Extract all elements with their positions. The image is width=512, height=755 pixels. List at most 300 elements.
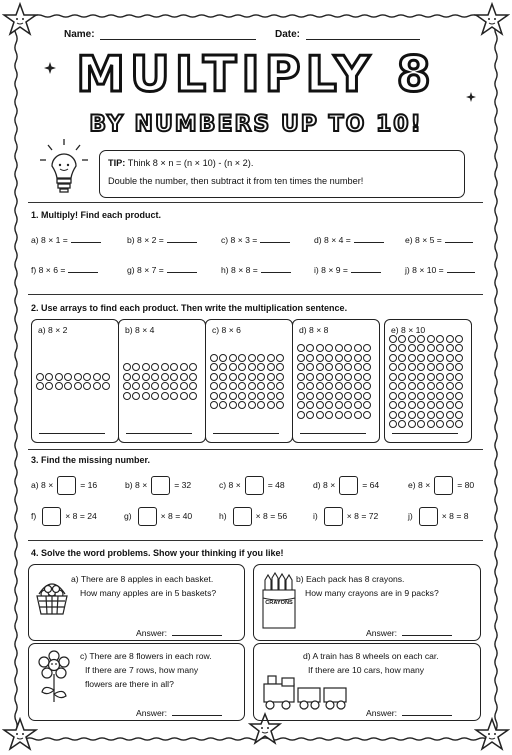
array-dot (219, 401, 227, 409)
problem-prefix: d) 8 × (313, 479, 336, 490)
missing-number-box[interactable] (57, 476, 76, 495)
array-dot (417, 420, 425, 428)
array-dot (455, 373, 463, 381)
array-dot (248, 373, 256, 381)
problem-suffix: = 64 (362, 479, 380, 490)
array-dot (427, 354, 435, 362)
array-dot (354, 411, 362, 419)
array-dot (210, 382, 218, 390)
section3-heading: 3. Find the missing number. (31, 455, 151, 465)
multiply-problem (221, 265, 291, 275)
word-problem-text: How many crayons are in 9 packs? (305, 588, 439, 598)
multiply-problem (314, 235, 384, 245)
array-dot (297, 344, 305, 352)
array-dot (417, 373, 425, 381)
answer-label: Answer: (136, 628, 168, 638)
array-dot (354, 392, 362, 400)
array-dot (257, 382, 265, 390)
array-label: b) 8 × 4 (125, 325, 155, 335)
array-dot (45, 382, 53, 390)
array-dot (389, 344, 397, 352)
multiply-problem (405, 265, 475, 275)
array-dot (389, 420, 397, 428)
array-label: e) 8 × 10 (391, 325, 426, 335)
array-dot (436, 363, 444, 371)
array-dot (248, 363, 256, 371)
array-dot (455, 382, 463, 390)
array-dot (276, 373, 284, 381)
array-dot (335, 373, 343, 381)
array-dot (142, 382, 150, 390)
array-dot (455, 344, 463, 352)
array-dot (257, 354, 265, 362)
array-dot (325, 373, 333, 381)
array-dot (417, 392, 425, 400)
array-dot (408, 363, 416, 371)
array-dot (123, 373, 131, 381)
array-dot (170, 392, 178, 400)
missing-number-problem (408, 507, 469, 526)
array-dot (316, 392, 324, 400)
array-dot (267, 373, 275, 381)
tip-formula: Think 8 × n = (n × 10) - (n × 2). (127, 158, 254, 168)
answer-blank[interactable] (68, 271, 98, 273)
array-dot (297, 363, 305, 371)
array-dot (297, 392, 305, 400)
array-dot (446, 354, 454, 362)
problem-prefix: b) 8 × (125, 479, 148, 490)
word-problem-text: c) There are 8 flowers in each row. (80, 651, 212, 661)
answer-blank[interactable] (447, 271, 475, 273)
star-icon (2, 717, 38, 753)
array-dot (455, 420, 463, 428)
answer-blank[interactable] (167, 241, 197, 243)
array-dot (427, 411, 435, 419)
sentence-blank[interactable] (39, 433, 105, 434)
array-dot (354, 354, 362, 362)
array-dot (417, 363, 425, 371)
array-dot (248, 401, 256, 409)
missing-number-box[interactable] (233, 507, 252, 526)
problem-prefix: i) (313, 510, 318, 521)
array-dot (229, 373, 237, 381)
array-dot (389, 382, 397, 390)
problem-suffix: × 8 = 56 (255, 510, 288, 521)
array-dot (132, 373, 140, 381)
array-dot (446, 373, 454, 381)
array-dot (306, 382, 314, 390)
array-dot (83, 382, 91, 390)
array-dot (189, 363, 197, 371)
array-dot (229, 363, 237, 371)
array-dot (238, 382, 246, 390)
array-dot (398, 401, 406, 409)
word-problem-text: If there are 7 rows, how many (85, 665, 199, 675)
array-dot (210, 392, 218, 400)
star-icon (2, 2, 38, 38)
answer-label: Answer: (366, 708, 398, 718)
array-dot (427, 363, 435, 371)
answer-blank[interactable] (351, 271, 381, 273)
array-dot (170, 382, 178, 390)
crayon-box-label: CRAYONS (265, 600, 293, 606)
answer-row (136, 628, 222, 638)
array-dot (180, 373, 188, 381)
array-dot (306, 392, 314, 400)
array-dot (408, 373, 416, 381)
array-dot (344, 392, 352, 400)
array-dot (102, 373, 110, 381)
missing-number-problem (219, 476, 285, 495)
array-dot (408, 354, 416, 362)
missing-number-problem (408, 476, 474, 495)
array-dot (306, 373, 314, 381)
array-dot (398, 335, 406, 343)
answer-label: Answer: (366, 628, 398, 638)
missing-number-box[interactable] (245, 476, 264, 495)
array-dot (389, 401, 397, 409)
missing-number-problem (313, 507, 378, 526)
array-dot (170, 373, 178, 381)
array-dot (408, 382, 416, 390)
problem-prefix: c) 8 × (219, 479, 241, 490)
problem-text: i) 8 × 9 = (314, 265, 348, 275)
answer-blank[interactable] (402, 634, 452, 636)
answer-row (366, 628, 452, 638)
missing-number-box[interactable] (434, 476, 453, 495)
array-dot (151, 392, 159, 400)
array-dot (446, 420, 454, 428)
date-label: Date: (275, 29, 301, 40)
array-dot (344, 354, 352, 362)
array-dot (446, 401, 454, 409)
problem-suffix: × 8 = 24 (65, 510, 97, 521)
array-dot (436, 411, 444, 419)
problem-text: c) 8 × 3 = (221, 235, 258, 245)
array-dot (335, 392, 343, 400)
problem-text: g) 8 × 7 = (127, 265, 164, 275)
word-problem-text: How many apples are in 5 baskets? (80, 588, 217, 598)
array-dot (354, 373, 362, 381)
sentence-blank[interactable] (392, 433, 458, 434)
sentence-blank[interactable] (126, 433, 192, 434)
array-dot (436, 344, 444, 352)
array-dot (417, 335, 425, 343)
array-dot (64, 382, 72, 390)
problem-suffix: = 32 (174, 479, 192, 490)
section4-heading: 4. Solve the word problems. Show your thinking if you like! (31, 548, 284, 558)
multiply-problem (31, 235, 101, 245)
page-title: MULTIPLY 8 (76, 46, 436, 103)
array-dot (248, 354, 256, 362)
array-dot (151, 373, 159, 381)
array-dot (219, 392, 227, 400)
array-dot (363, 373, 371, 381)
array-dot (455, 354, 463, 362)
dot-array (389, 335, 464, 429)
apple-basket-icon (34, 576, 70, 618)
array-dot (219, 363, 227, 371)
array-dot (455, 401, 463, 409)
problem-prefix: e) 8 × (408, 479, 431, 490)
array-dot (276, 392, 284, 400)
array-dot (389, 363, 397, 371)
dot-array (36, 373, 111, 391)
problem-text: e) 8 × 5 = (405, 235, 442, 245)
array-dot (417, 382, 425, 390)
array-dot (408, 411, 416, 419)
answer-blank[interactable] (354, 241, 384, 243)
array-dot (238, 363, 246, 371)
flower-icon (36, 650, 72, 706)
missing-number-box[interactable] (324, 507, 343, 526)
array-dot (276, 401, 284, 409)
answer-blank[interactable] (172, 634, 222, 636)
array-dot (306, 344, 314, 352)
multiply-problem (31, 265, 98, 275)
array-dot (344, 363, 352, 371)
array-dot (363, 401, 371, 409)
problem-text: a) 8 × 1 = (31, 235, 68, 245)
problem-text: b) 8 × 2 = (127, 235, 164, 245)
array-dot (83, 373, 91, 381)
array-dot (363, 354, 371, 362)
array-dot (427, 335, 435, 343)
array-dot (257, 392, 265, 400)
array-dot (238, 354, 246, 362)
sentence-blank[interactable] (300, 433, 366, 434)
array-dot (267, 363, 275, 371)
array-dot (335, 401, 343, 409)
array-dot (344, 411, 352, 419)
array-dot (325, 411, 333, 419)
array-dot (398, 420, 406, 428)
array-dot (219, 382, 227, 390)
array-dot (210, 401, 218, 409)
array-dot (344, 382, 352, 390)
array-dot (398, 354, 406, 362)
word-problem-text: b) Each pack has 8 crayons. (296, 574, 405, 584)
array-dot (398, 344, 406, 352)
array-dot (161, 363, 169, 371)
answer-blank[interactable] (71, 241, 101, 243)
word-problem-text: If there are 10 cars, how many (308, 665, 425, 675)
array-dot (306, 354, 314, 362)
multiply-problem (405, 235, 473, 245)
array-dot (267, 392, 275, 400)
name-field[interactable] (100, 39, 256, 40)
missing-number-box[interactable] (151, 476, 170, 495)
lightbulb-icon (36, 136, 92, 198)
array-dot (297, 354, 305, 362)
array-dot (93, 373, 101, 381)
missing-number-problem (31, 507, 97, 526)
array-dot (142, 373, 150, 381)
array-dot (189, 373, 197, 381)
array-dot (417, 401, 425, 409)
array-dot (335, 382, 343, 390)
answer-blank[interactable] (402, 714, 452, 716)
missing-number-box[interactable] (138, 507, 157, 526)
array-dot (276, 354, 284, 362)
array-dot (398, 382, 406, 390)
section2-heading: 2. Use arrays to find each product. Then write the multiplication sentence. (31, 303, 348, 313)
array-dot (455, 411, 463, 419)
array-dot (344, 373, 352, 381)
answer-label: Answer: (136, 708, 168, 718)
problem-text: f) 8 × 6 = (31, 265, 66, 275)
array-dot (151, 363, 159, 371)
problem-text: j) 8 × 10 = (405, 265, 444, 275)
array-dot (354, 363, 362, 371)
array-dot (238, 373, 246, 381)
problem-text: d) 8 × 4 = (314, 235, 351, 245)
problem-prefix: g) (124, 510, 132, 521)
problem-prefix: h) (219, 510, 227, 521)
array-dot (93, 382, 101, 390)
array-dot (398, 373, 406, 381)
page-subtitle: BY NUMBERS UP TO 10! (89, 112, 423, 137)
array-dot (180, 392, 188, 400)
name-label: Name: (64, 29, 95, 40)
array-dot (363, 411, 371, 419)
missing-number-box[interactable] (42, 507, 61, 526)
missing-number-problem (124, 507, 192, 526)
problem-suffix: × 8 = 40 (160, 510, 193, 521)
array-dot (180, 363, 188, 371)
array-dot (427, 344, 435, 352)
array-dot (306, 363, 314, 371)
array-dot (45, 373, 53, 381)
array-dot (36, 373, 44, 381)
array-dot (316, 354, 324, 362)
array-dot (446, 411, 454, 419)
array-dot (257, 363, 265, 371)
array-dot (248, 392, 256, 400)
array-dot (257, 401, 265, 409)
array-dot (436, 373, 444, 381)
array-dot (267, 354, 275, 362)
array-dot (455, 363, 463, 371)
array-dot (417, 411, 425, 419)
array-dot (316, 382, 324, 390)
word-problem-text: flowers are there in all? (85, 679, 174, 689)
missing-number-box[interactable] (419, 507, 438, 526)
array-dot (297, 373, 305, 381)
array-dot (455, 392, 463, 400)
array-dot (344, 401, 352, 409)
array-dot (180, 382, 188, 390)
array-dot (248, 382, 256, 390)
array-dot (408, 392, 416, 400)
section1-heading: 1. Multiply! Find each product. (31, 210, 162, 220)
missing-number-problem (125, 476, 191, 495)
tip-label: TIP: (108, 158, 126, 168)
array-dot (55, 382, 63, 390)
problem-suffix: = 16 (80, 479, 98, 490)
array-dot (189, 382, 197, 390)
missing-number-problem (31, 476, 97, 495)
array-dot (123, 382, 131, 390)
array-dot (316, 401, 324, 409)
array-dot (446, 382, 454, 390)
array-dot (427, 373, 435, 381)
date-field[interactable] (306, 39, 420, 40)
array-dot (389, 335, 397, 343)
array-dot (36, 382, 44, 390)
array-dot (398, 363, 406, 371)
answer-blank[interactable] (260, 241, 290, 243)
array-dot (335, 411, 343, 419)
array-dot (238, 401, 246, 409)
array-dot (276, 363, 284, 371)
array-dot (417, 344, 425, 352)
array-dot (363, 344, 371, 352)
array-dot (229, 401, 237, 409)
array-dot (344, 344, 352, 352)
array-dot (436, 335, 444, 343)
problem-suffix: = 80 (457, 479, 475, 490)
array-dot (142, 363, 150, 371)
sentence-blank[interactable] (213, 433, 279, 434)
array-dot (123, 392, 131, 400)
array-dot (267, 382, 275, 390)
array-dot (219, 354, 227, 362)
dot-array (123, 363, 198, 400)
array-dot (170, 363, 178, 371)
array-dot (325, 392, 333, 400)
missing-number-problem (219, 507, 287, 526)
array-dot (297, 411, 305, 419)
answer-row (366, 708, 452, 718)
answer-blank[interactable] (445, 241, 473, 243)
array-dot (408, 420, 416, 428)
array-dot (408, 401, 416, 409)
array-label: d) 8 × 8 (299, 325, 329, 335)
array-dot (335, 344, 343, 352)
array-dot (151, 382, 159, 390)
array-dot (325, 382, 333, 390)
array-dot (74, 373, 82, 381)
array-dot (257, 373, 265, 381)
answer-blank[interactable] (172, 714, 222, 716)
array-dot (427, 420, 435, 428)
array-dot (229, 382, 237, 390)
answer-blank[interactable] (167, 271, 197, 273)
array-dot (427, 392, 435, 400)
problem-suffix: × 8 = 8 (441, 510, 469, 521)
array-dot (335, 363, 343, 371)
array-dot (142, 392, 150, 400)
missing-number-box[interactable] (339, 476, 358, 495)
array-dot (316, 411, 324, 419)
answer-row (136, 708, 222, 718)
array-dot (210, 363, 218, 371)
array-dot (354, 401, 362, 409)
answer-blank[interactable] (261, 271, 291, 273)
array-dot (325, 344, 333, 352)
array-dot (219, 373, 227, 381)
array-dot (325, 401, 333, 409)
array-dot (229, 392, 237, 400)
array-dot (306, 401, 314, 409)
array-dot (276, 382, 284, 390)
array-dot (297, 401, 305, 409)
array-dot (55, 373, 63, 381)
array-dot (398, 411, 406, 419)
array-dot (398, 392, 406, 400)
array-dot (335, 354, 343, 362)
